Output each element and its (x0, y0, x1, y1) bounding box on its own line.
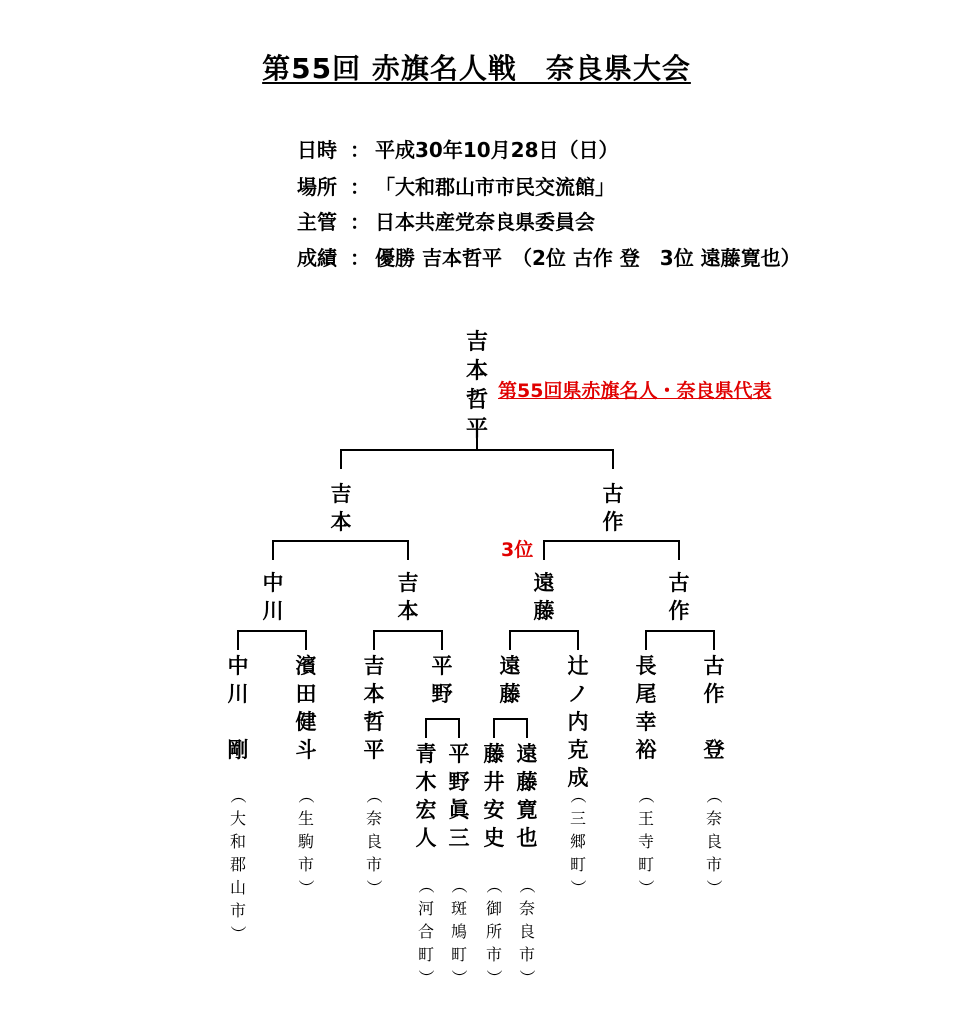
bracket-line (678, 540, 680, 560)
quarterfinal-e: 遠 藤 (499, 654, 521, 706)
bracket-line (272, 540, 409, 542)
info-venue (297, 171, 615, 200)
semifinal-c: 遠 藤 (533, 571, 555, 623)
bracket-line (373, 630, 375, 650)
player-city: （ 三 郷 町 ） (568, 787, 588, 896)
bracket-line (441, 630, 443, 650)
info-date-value: 平成30年10月28日（日） (375, 138, 619, 162)
player-city: （ 奈 良 市 ） (364, 787, 384, 896)
page-title: 第55回 赤旗名人戦 奈良県大会 (262, 52, 691, 85)
bracket-line (272, 540, 274, 560)
bracket-line (543, 540, 545, 560)
info-results-value: 優勝 吉本哲平 （2位 古作 登 3位 遠藤寛也） (375, 246, 801, 270)
player-city: （ 大 和 郡 山 市 ） (228, 787, 248, 942)
bracket-line (425, 718, 427, 738)
bracket-line (237, 630, 239, 650)
bracket-line (340, 449, 342, 469)
info-venue-value: 「大和郡山市市民交流館」 (375, 175, 615, 199)
bracket-line (425, 718, 460, 720)
player-name: 辻 ノ 内 克 成 (567, 654, 589, 790)
bracket-line (526, 718, 528, 738)
info-organizer-label: 主管 (297, 210, 337, 234)
player-city: （ 御 所 市 ） (484, 877, 504, 986)
bracket-line (237, 630, 307, 632)
champion-name: 吉 本 哲 平 (465, 330, 488, 442)
bracket-line (612, 449, 614, 469)
info-organizer (297, 206, 595, 235)
bracket-line (509, 630, 511, 650)
player-name: 中 川 剛 (227, 654, 249, 762)
player-city: （ 斑 鳩 町 ） (449, 877, 469, 986)
bracket-line (493, 718, 495, 738)
semifinal-b: 吉 本 (397, 571, 419, 623)
info-date (297, 134, 619, 163)
player-city: （ 王 寺 町 ） (636, 787, 656, 896)
bracket-line (407, 540, 409, 560)
final-right: 古 作 (602, 482, 624, 534)
bracket-line (577, 630, 579, 650)
bracket-line (713, 630, 715, 650)
player-city: （ 奈 良 市 ） (517, 877, 537, 986)
player-name: 長 尾 幸 裕 (635, 654, 657, 762)
player-name: 遠 藤 寛 也 (516, 742, 538, 850)
info-date-label: 日時 (297, 138, 337, 162)
info-sep: ： (350, 175, 370, 199)
bracket-line (645, 630, 647, 650)
info-venue-label: 場所 (297, 175, 337, 199)
player-name: 濱 田 健 斗 (295, 654, 317, 762)
bracket-line (340, 449, 614, 451)
semifinal-d: 古 作 (668, 571, 690, 623)
info-sep: ： (350, 210, 370, 234)
bracket-line (543, 540, 680, 542)
bracket-line (305, 630, 307, 650)
player-name: 藤 井 安 史 (483, 742, 505, 850)
player-city: （ 奈 良 市 ） (704, 787, 724, 896)
semifinal-a: 中 川 (262, 571, 284, 623)
bracket-line (458, 718, 460, 738)
quarterfinal-d: 平 野 (431, 654, 453, 706)
player-city: （ 河 合 町 ） (416, 877, 436, 986)
third-place-label: 3位 (501, 539, 534, 561)
info-results-label: 成績 (297, 246, 337, 270)
player-city: （ 生 駒 市 ） (296, 787, 316, 896)
bracket-line (509, 630, 579, 632)
player-name: 青 木 宏 人 (415, 742, 437, 850)
info-results (297, 242, 801, 271)
bracket-line (645, 630, 715, 632)
player-name: 古 作 登 (703, 654, 725, 762)
bracket-line (493, 718, 528, 720)
final-left: 吉 本 (330, 482, 352, 534)
player-name: 吉 本 哲 平 (363, 654, 385, 762)
champion-note: 第55回県赤旗名人・奈良県代表 (498, 380, 772, 402)
info-sep: ： (350, 138, 370, 162)
player-name: 平 野 眞 三 (448, 742, 470, 850)
bracket-line (373, 630, 443, 632)
info-sep: ： (350, 246, 370, 270)
info-organizer-value: 日本共産党奈良県委員会 (375, 210, 595, 234)
